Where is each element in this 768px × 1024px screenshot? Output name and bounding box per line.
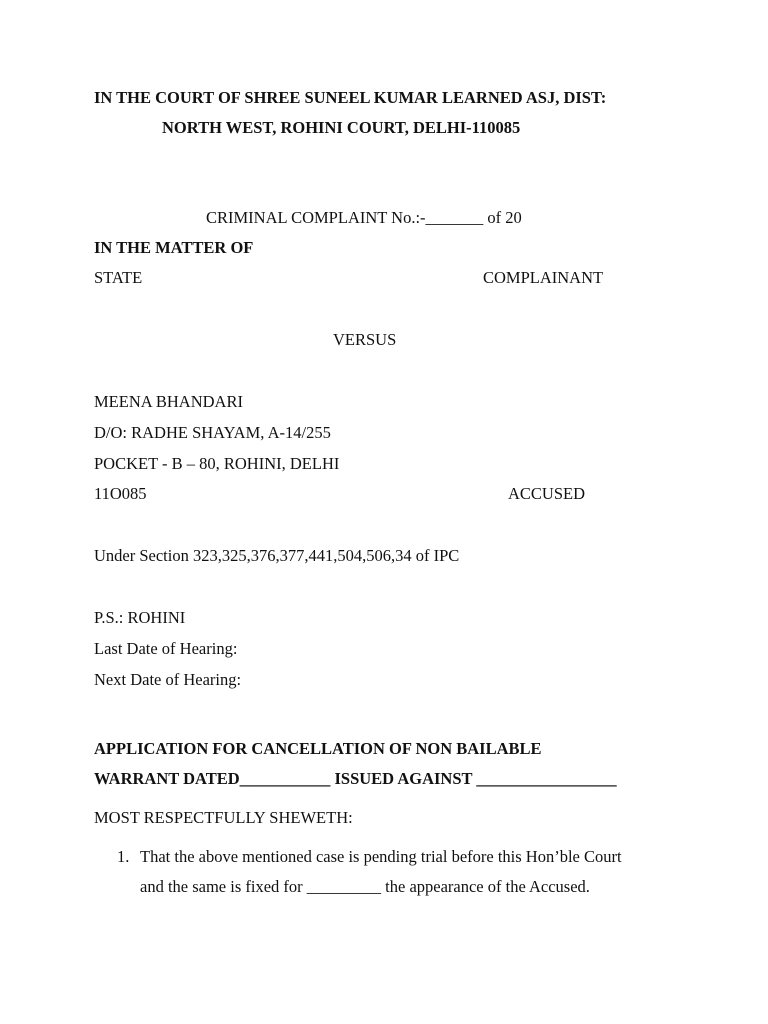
complainant-role: COMPLAINANT — [483, 268, 604, 287]
application-title-line-2: WARRANT DATED___________ ISSUED AGAINST _________________ — [94, 769, 617, 788]
ipc-section: Under Section 323,325,376,377,441,504,506,34 of IPC — [94, 546, 460, 565]
accused-pin: 11O085 — [94, 484, 147, 503]
next-hearing-date: Next Date of Hearing: — [94, 670, 242, 689]
police-station: P.S.: ROHINI — [94, 608, 186, 627]
accused-address-line-2: POCKET - B – 80, ROHINI, DELHI — [94, 454, 340, 473]
salutation: MOST RESPECTFULLY SHEWETH: — [94, 808, 353, 827]
paragraph-number: 1. — [117, 847, 130, 866]
application-title-line-1: APPLICATION FOR CANCELLATION OF NON BAILABLE — [94, 739, 542, 758]
complainant-name: STATE — [94, 268, 143, 287]
paragraph-line-1: That the above mentioned case is pending trial before this Hon’ble Court — [140, 847, 622, 866]
court-header-line-1: IN THE COURT OF SHREE SUNEEL KUMAR LEARNED ASJ, DIST: — [94, 88, 607, 107]
matter-heading: IN THE MATTER OF — [94, 238, 254, 257]
court-header-line-2: NORTH WEST, ROHINI COURT, DELHI-110085 — [162, 118, 521, 137]
last-hearing-date: Last Date of Hearing: — [94, 639, 238, 658]
accused-role: ACCUSED — [508, 484, 586, 503]
versus-label: VERSUS — [333, 330, 397, 349]
accused-address-line-1: D/O: RADHE SHAYAM, A-14/255 — [94, 423, 331, 442]
complaint-number: CRIMINAL COMPLAINT No.:-_______ of 20 — [206, 208, 522, 227]
accused-name: MEENA BHANDARI — [94, 392, 243, 411]
paragraph-line-2: and the same is fixed for _________ the appearance of the Accused. — [140, 877, 590, 896]
